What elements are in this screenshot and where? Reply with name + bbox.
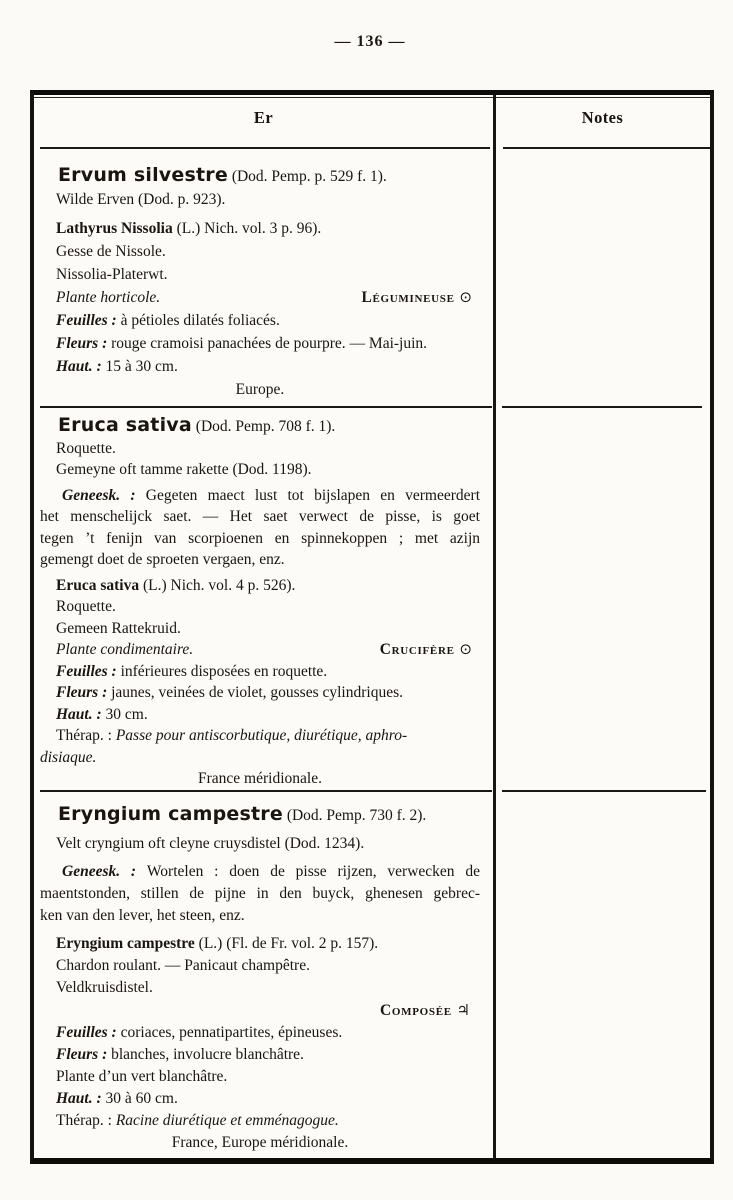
family-symbol: ⊙: [454, 288, 472, 306]
text-segment: Gesse de Nissole.: [56, 243, 166, 260]
text-segment: (L.) Nich. vol. 3 p. 96).: [172, 220, 322, 237]
entry-line: [40, 1044, 480, 1066]
entry-line: [40, 1066, 480, 1088]
text-segment: Plante d’un vert blanchâtre.: [56, 1068, 228, 1085]
entry-line: [40, 704, 480, 726]
text-segment: Roquette.: [56, 598, 116, 615]
entry-line: [40, 661, 480, 683]
text-segment: (L.) Nich. vol. 4 p. 526).: [139, 576, 296, 594]
field-label: Geneesk. :: [62, 863, 147, 880]
species-heading-line: [40, 415, 480, 438]
entry-line: [40, 618, 480, 640]
text-segment: France méridionale.: [198, 770, 322, 787]
name-bold: Eruca sativa: [56, 576, 140, 594]
entry-line: [40, 682, 480, 704]
entry-line: [40, 905, 480, 927]
entry-line: [40, 485, 480, 507]
species-heading-line: [40, 803, 480, 827]
entry-eryngium-campestre: [40, 790, 480, 1157]
entry-line: [40, 955, 480, 977]
entry-line: [40, 575, 480, 597]
entry-line: [40, 549, 480, 571]
text-segment: (L.) (Fl. de Fr. vol. 2 p. 157).: [194, 935, 379, 952]
species-name: Eruca sativa: [58, 414, 192, 436]
entry-line: [40, 999, 480, 1022]
notes-cell-eruca: [495, 406, 710, 790]
entry-line: [40, 188, 480, 211]
notes-column: [495, 148, 710, 1158]
species-name: Ervum silvestre: [58, 164, 228, 186]
family-symbol: ⊙: [454, 640, 472, 658]
entry-line: [40, 883, 480, 905]
species-name: Eryngium campestre: [58, 803, 283, 825]
entry-line: [40, 1088, 480, 1110]
page-number: — 136 —: [334, 33, 406, 50]
field-label: Haut. :: [56, 705, 106, 723]
text-segment: 15 à 30 cm.: [105, 358, 178, 375]
entry-line: [40, 833, 480, 855]
text-segment: inférieures disposées en roquette.: [120, 662, 328, 680]
text-segment: Gemeyne oft tamme rakette (Dod. 1198).: [56, 461, 312, 478]
entry-line: [40, 596, 480, 618]
notes-cell-eryngium: [495, 790, 710, 1158]
text-segment: Europe.: [235, 381, 285, 398]
notes-cell-ervum: [495, 148, 710, 406]
family-label: Crucifère: [379, 641, 455, 658]
text-segment: Chardon roulant. — Panicaut champêtre.: [56, 957, 310, 974]
field-label: Fleurs :: [56, 684, 112, 701]
text-segment: 30 cm.: [105, 705, 148, 723]
entry-line: [40, 263, 480, 286]
field-label: Haut. :: [56, 358, 106, 375]
text-segment: Wilde Erven (Dod. p. 923).: [56, 191, 226, 208]
species-column: [40, 95, 480, 1158]
text-segment: tegen ’t fenijn van scorpioenen en spinnekoppen ; met azijn: [40, 529, 480, 547]
text-segment: Velt cryngium oft cleyne cruysdistel (Dod. 1234).: [56, 835, 365, 852]
text-segment: Roquette.: [56, 439, 116, 457]
text-segment: à pétioles dilatés foliacés.: [120, 312, 280, 329]
entry-line: [40, 933, 480, 955]
entry-line: [40, 977, 480, 999]
species-heading-line: [40, 164, 480, 188]
text-segment: gemengt doet de sproeten vergaen, enz.: [40, 551, 285, 568]
column-header-er: Er: [253, 108, 274, 127]
entry-line: [40, 1022, 480, 1044]
text-segment: Gemeen Rattekruid.: [56, 619, 181, 637]
family-label: Composée: [379, 1002, 452, 1019]
entry-line: [40, 355, 480, 378]
field-label: Fleurs :: [56, 1046, 112, 1063]
text-segment: (Dod. Pemp. p. 529 f. 1).: [227, 168, 387, 185]
text-segment: (Dod. Pemp. 730 f. 2).: [282, 807, 427, 824]
entry-line: [40, 332, 480, 355]
entry-line: [40, 309, 480, 332]
text-segment: rouge cramoisi panachées de pourpre. — Mai-juin.: [111, 335, 428, 352]
field-label: Feuilles :: [56, 662, 121, 680]
entry-line: [40, 217, 480, 240]
text-italic: disiaque.: [40, 748, 97, 766]
name-bold: Lathyrus Nissolia: [56, 220, 173, 237]
text-segment: ken van den lever, het steen, enz.: [40, 907, 245, 924]
entry-line: [40, 747, 480, 769]
text-segment: blanches, involucre blanchâtre.: [111, 1046, 304, 1063]
text-segment: Thérap. :: [56, 1112, 116, 1129]
entry-line: [40, 506, 480, 528]
family-label: Légumineuse: [361, 289, 455, 306]
text-segment: Nissolia-Platerwt.: [56, 266, 168, 283]
text-segment: (Dod. Pemp. 708 f. 1).: [191, 418, 336, 435]
field-label: Fleurs :: [56, 335, 112, 352]
entry-line: [40, 861, 480, 883]
field-label: Feuilles :: [56, 312, 121, 329]
text-italic: Plante horticole.: [56, 289, 161, 306]
text-italic: Plante condimentaire.: [56, 641, 194, 658]
entry-line: [40, 286, 480, 309]
entry-line: [40, 1110, 480, 1132]
distribution-line: [40, 768, 480, 789]
distribution-line: [40, 378, 480, 401]
text-italic: Racine diurétique et emménagogue.: [115, 1112, 339, 1129]
name-bold: Eryngium campestre: [56, 935, 195, 952]
text-segment: Gegeten maect lust tot bijslapen en vermeerdert: [145, 486, 480, 504]
text-segment: jaunes, veinées de violet, gousses cylindriques.: [111, 684, 403, 701]
entry-line: [40, 438, 480, 460]
text-segment: maentstonden, stillen de pijne in den buyck, ghenesen gebrec-: [40, 885, 480, 902]
field-label: Geneesk. :: [62, 486, 146, 504]
text-segment: 30 à 60 cm.: [105, 1090, 178, 1107]
field-label: Haut. :: [56, 1090, 106, 1107]
field-label: Feuilles :: [56, 1024, 121, 1041]
entry-line: [40, 725, 480, 747]
species-table: [30, 90, 714, 1164]
text-segment: Wortelen : doen de pisse rijzen, verwecken de: [146, 863, 480, 880]
column-header-notes: Notes: [581, 108, 624, 127]
entry-line: [40, 459, 480, 481]
text-segment: het menschelijck saet. — Het saet verwect de pisse, is goet: [40, 508, 480, 525]
distribution-line: [40, 1132, 480, 1154]
entry-line: [40, 639, 480, 661]
text-italic: Passe pour antiscorbutique, diurétique, aphro-: [115, 727, 408, 744]
text-segment: Veldkruisdistel.: [56, 979, 153, 996]
entry-line: [40, 528, 480, 550]
entry-ervum-silvestre: [40, 148, 480, 405]
entry-line: [40, 240, 480, 263]
family-symbol: ♃: [451, 1001, 470, 1019]
entry-eruca-sativa: [40, 406, 480, 789]
text-segment: France, Europe méridionale.: [171, 1134, 349, 1151]
text-segment: Thérap. :: [56, 727, 116, 744]
text-segment: coriaces, pennatipartites, épineuses.: [120, 1024, 343, 1041]
